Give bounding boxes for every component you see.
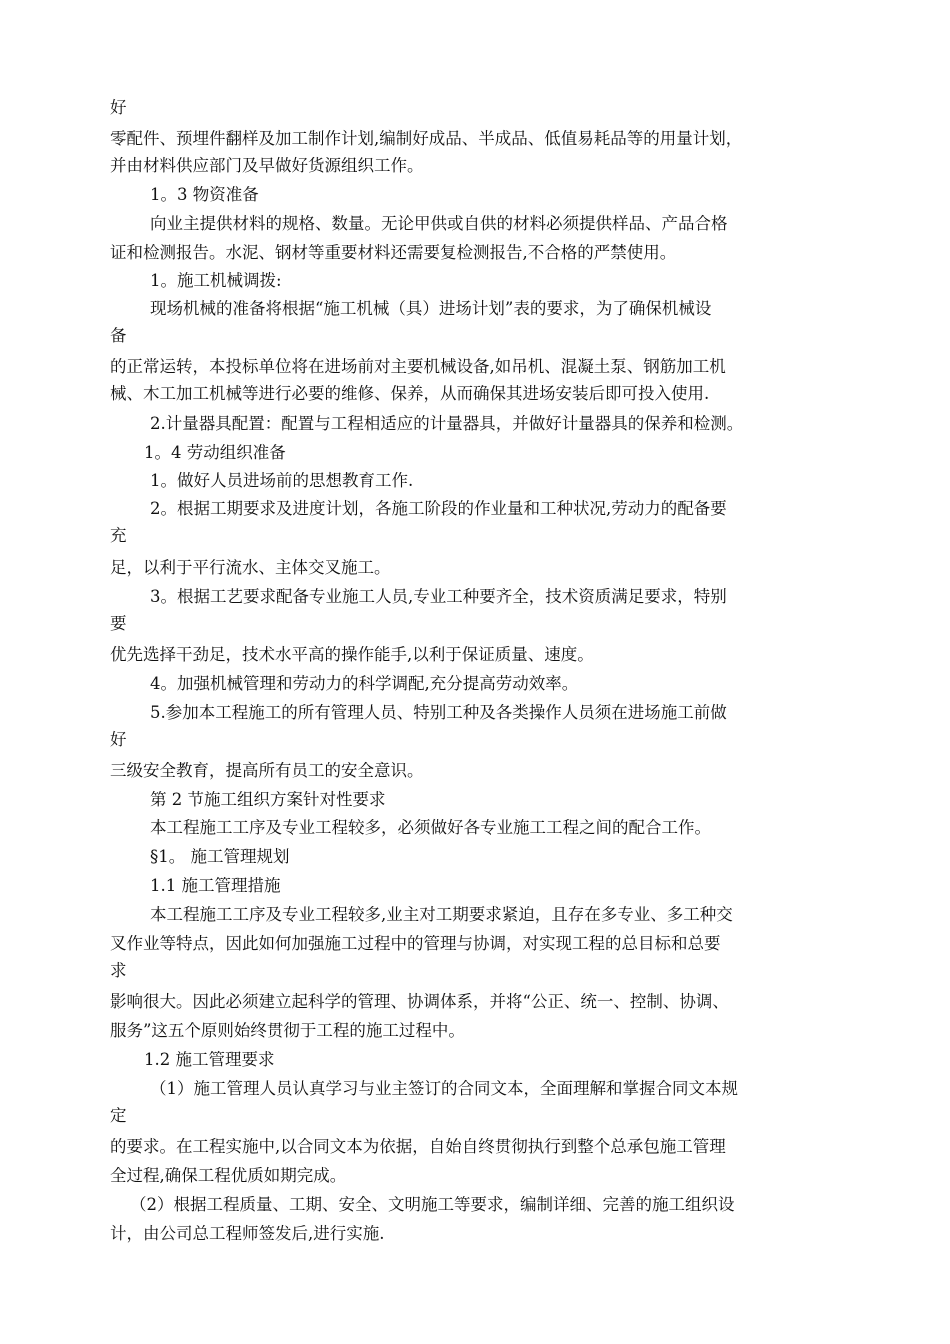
text-line: 充 [110, 526, 127, 545]
text-line: 全过程,确保工程优质如期完成。 [110, 1166, 347, 1185]
text-line: 2。根据工期要求及进度计划，各施工阶段的作业量和工种状况,劳动力的配备要 [150, 499, 727, 518]
text-line: 服务”这五个原则始终贯彻于工程的施工过程中。 [110, 1021, 465, 1040]
text-line: 1。4 劳动组织准备 [144, 443, 286, 462]
text-line: 械、木工加工机械等进行必要的维修、保养，从而确保其进场安装后即可投入使用. [110, 384, 710, 403]
text-line: 的正常运转，本投标单位将在进场前对主要机械设备,如吊机、混凝土泵、钢筋加工机 [110, 357, 726, 376]
text-line: 1.2 施工管理要求 [144, 1050, 275, 1069]
text-line: 1。3 物资准备 [150, 185, 259, 204]
text-line: 2.计量器具配置：配置与工程相适应的计量器具，并做好计量器具的保养和检测。 [150, 414, 744, 433]
text-line: （2）根据工程质量、工期、安全、文明施工等要求，编制详细、完善的施工组织设 [130, 1195, 735, 1214]
text-line: 影响很大。因此必须建立起科学的管理、协调体系，并将“公正、统一、控制、协调、 [110, 992, 729, 1011]
text-line: 足，以利于平行流水、主体交叉施工。 [110, 558, 391, 577]
text-line: 的要求。在工程实施中,以合同文本为依据，自始自终贯彻执行到整个总承包施工管理 [110, 1137, 726, 1156]
text-line: §1。 施工管理规划 [150, 847, 290, 866]
text-line: 零配件、预埋件翻样及加工制作计划,编制好成品、半成品、低值易耗品等的用量计划， [110, 129, 743, 148]
text-line: 计，由公司总工程师签发后,进行实施. [110, 1224, 385, 1243]
text-line: 5.参加本工程施工的所有管理人员、特别工种及各类操作人员须在进场施工前做 [150, 703, 727, 722]
text-line: 备 [110, 326, 127, 345]
text-line: 1。做好人员进场前的思想教育工作. [150, 471, 414, 490]
text-line: 1。施工机械调拨: [150, 271, 282, 290]
text-line: 并由材料供应部门及早做好货源组织工作。 [110, 156, 424, 175]
text-line: 现场机械的准备将根据“施工机械（具）进场计划”表的要求，为了确保机械设 [150, 299, 712, 318]
text-line: 3。根据工艺要求配备专业施工人员,专业工种要齐全，技术资质满足要求，特别 [150, 587, 727, 606]
text-line: 1.1 施工管理措施 [150, 876, 281, 895]
text-line: 向业主提供材料的规格、数量。无论甲供或自供的材料必须提供样品、产品合格 [150, 214, 728, 233]
text-line: 优先选择干劲足，技术水平高的操作能手,以利于保证质量、速度。 [110, 645, 594, 664]
text-line: 证和检测报告。水泥、钢材等重要材料还需要复检测报告,不合格的严禁使用。 [110, 243, 677, 262]
text-line: 本工程施工工序及专业工程较多,业主对工期要求紧迫，且存在多专业、多工种交 [150, 905, 733, 924]
text-line: 4。加强机械管理和劳动力的科学调配,充分提高劳动效率。 [150, 674, 579, 693]
text-line: （1）施工管理人员认真学习与业主签订的合同文本，全面理解和掌握合同文本规 [150, 1079, 738, 1098]
text-line: 第 2 节施工组织方案针对性要求 [150, 790, 386, 809]
text-line: 定 [110, 1106, 127, 1125]
text-line: 要 [110, 614, 127, 633]
text-line: 三级安全教育，提高所有员工的安全意识。 [110, 761, 424, 780]
text-line: 好 [110, 730, 127, 749]
text-line: 叉作业等特点，因此如何加强施工过程中的管理与协调，对实现工程的总目标和总要 [110, 934, 721, 953]
text-line: 求 [110, 961, 127, 980]
text-line: 好 [110, 98, 127, 117]
text-line: 本工程施工工序及专业工程较多，必须做好各专业施工工程之间的配合工作。 [150, 818, 711, 837]
